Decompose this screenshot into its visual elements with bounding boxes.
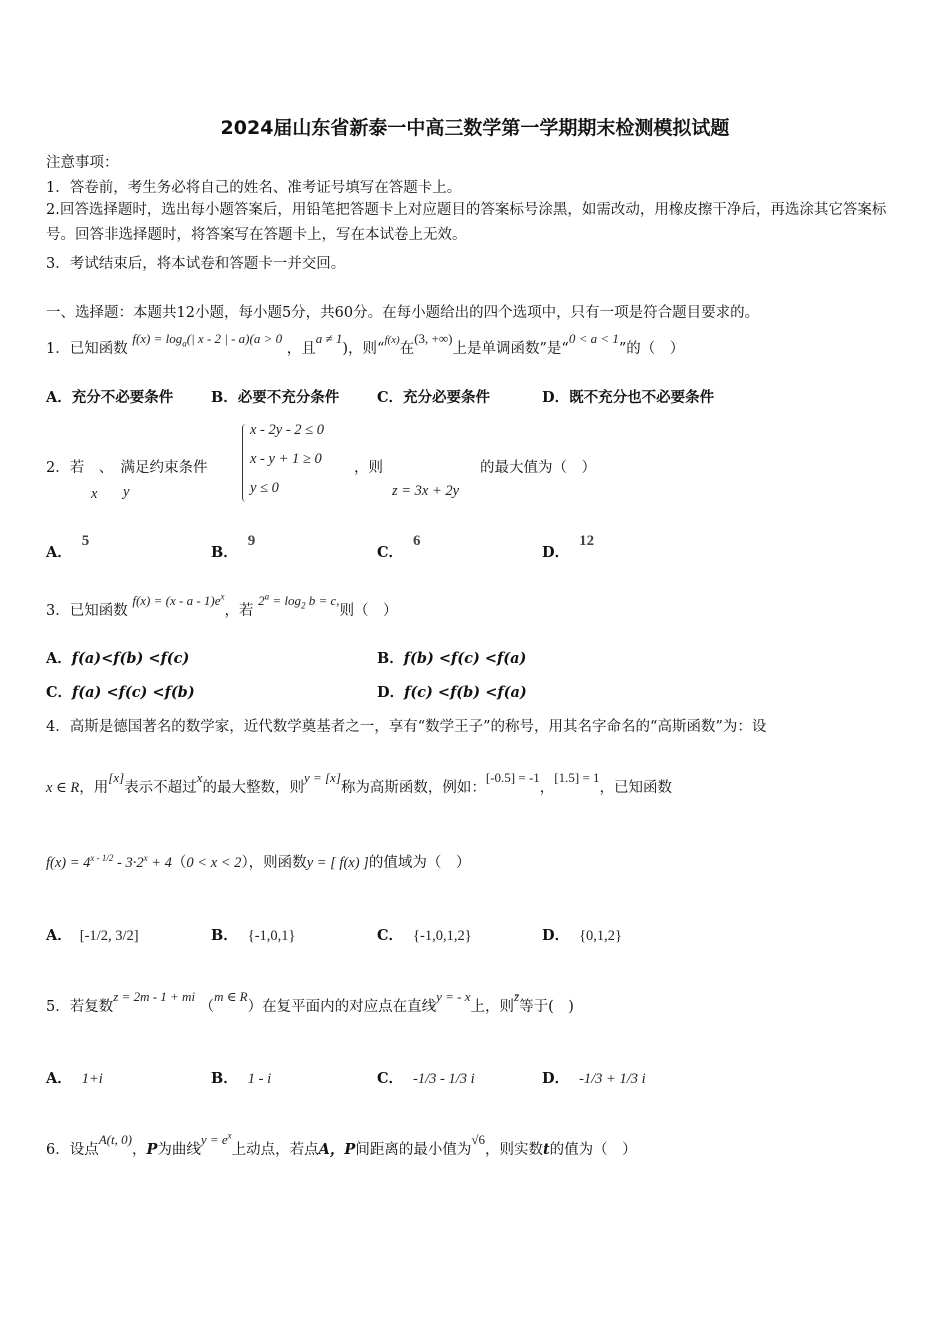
q4-text: 表示不超过 [124, 780, 197, 796]
q6-text: 6．设点 [46, 1142, 99, 1158]
q4-math: y = [x] [303, 770, 341, 785]
q5-complex: z = 2m - 1 + mi [113, 989, 196, 1004]
notice-item-3: 3．考试结束后，将本试卷和答题卡一并交回。 [46, 256, 346, 272]
q2-text: ，则 [354, 460, 383, 476]
q6-text: ， [131, 1142, 147, 1158]
question-6 [46, 1130, 637, 1159]
q4-line-3 [46, 851, 470, 872]
q4-text: 的最大整数，则 [202, 780, 304, 796]
q3-option-d[interactable]: D．f(c) <f(b) <f(a) [377, 684, 527, 701]
q4-text: 的值域为（ ） [368, 855, 471, 871]
q4-option-c[interactable]: C． {-1,0,1,2} [377, 927, 472, 944]
q1-condition: a ≠ 1 [315, 331, 343, 346]
q1-option-a[interactable]: A．充分不必要条件 [46, 389, 174, 406]
q6-point-p: P [146, 1141, 158, 1158]
q2-option-a[interactable]: A．5 [46, 533, 90, 561]
q4-text: 称为高斯函数，例如： [340, 780, 486, 796]
notice-heading: 注意事项： [46, 155, 119, 171]
q5-text: 5．若复数 [46, 999, 114, 1015]
q4-text: ，用 [79, 780, 109, 796]
q6-text: ，则实数 [484, 1142, 543, 1158]
q3-text: ，若 [224, 603, 254, 619]
q1-text: )，则“ [342, 341, 385, 357]
q3-option-a[interactable]: A．f(a)<f(b) <f(c) [46, 650, 190, 667]
q4-example-2: [1.5] = 1 [554, 770, 600, 785]
q6-variable-t: t [542, 1141, 550, 1158]
q6-curve: $y = e^x$ [200, 1130, 232, 1147]
q4-math: [x] [108, 770, 125, 785]
q5-condition: m ∈ R [214, 989, 248, 1004]
q1-option-d[interactable]: D．既不充分也不必要条件 [542, 389, 715, 406]
q5-option-b[interactable]: B． 1 - i [211, 1070, 272, 1087]
q2-brace [242, 424, 249, 502]
q4-example-1: [-0.5] = -1 [485, 770, 540, 785]
q1-function: $f(x) = \log_a(|$ x - 2 | - a)(a > 0 [132, 331, 283, 349]
q1-option-c[interactable]: C．充分必要条件 [377, 389, 491, 406]
q5-option-a[interactable]: A． 1+i [46, 1070, 103, 1087]
q1-text: 1．已知函数 [46, 341, 128, 357]
q4-math: x [196, 770, 203, 785]
q1-option-b[interactable]: B．必要不充分条件 [211, 389, 340, 406]
q6-text: 的值为（ ） [549, 1142, 637, 1158]
notice-item-2: 2.回答选择题时，选出每小题答案后，用铅笔把答题卡上对应题目的答案标号涂黑，如需改动，用橡皮擦干净后，再选涂其它答案标号。回答非选择题时，将答案写在答题卡上，写在本试卷上无效。 [46, 202, 887, 243]
q2-text: 2．若 、 满足约束条件 [46, 460, 208, 476]
q1-range: 0 < a < 1 [568, 331, 619, 346]
q1-interval: (3, +∞) [414, 331, 453, 346]
q2-constraint-1: x - 2y - 2 ≤ 0 [250, 422, 324, 438]
q4-text: ， [539, 780, 555, 796]
q2-option-d[interactable]: D．12 [542, 533, 595, 561]
notice-item-1: 1．答卷前，考生务必将自己的姓名、准考证号填写在答题卡上。 [46, 180, 462, 196]
q2-constraint-3: y ≤ 0 [250, 480, 279, 496]
q4-text: ），则函数 [241, 855, 307, 871]
q5-text: 等于( ) [519, 999, 574, 1015]
q5-line: y = - x [436, 989, 471, 1004]
q2-constraint-2: x - y + 1 ≥ 0 [250, 451, 322, 467]
q4-line-2 [46, 770, 673, 797]
q5-option-d[interactable]: D． -1/3 + 1/3 i [542, 1070, 646, 1087]
question-1 [46, 331, 685, 359]
q4-text: ，已知函数 [599, 780, 673, 796]
q1-text: ，且 [286, 341, 316, 357]
q6-point-a: A(t, 0) [98, 1132, 132, 1147]
q4-option-d[interactable]: D． {0,1,2} [542, 927, 622, 944]
q5-option-c[interactable]: C． -1/3 - 1/3 i [377, 1070, 475, 1087]
q3-option-b[interactable]: B．f(b) <f(c) <f(a) [377, 650, 527, 667]
q6-points: A，P [318, 1141, 356, 1158]
q2-var-x: x [91, 486, 98, 502]
q5-conjugate: z̄ [514, 989, 520, 1004]
q4-domain: 0 < x < 2 [186, 855, 242, 871]
q1-fx: f(x) [384, 334, 400, 346]
q4-gauss-function: y = [ f(x) ] [306, 855, 369, 871]
q2-text: 的最大值为（ ） [480, 460, 596, 476]
q6-min-distance: √6 [471, 1132, 485, 1147]
q2-var-y: y [123, 484, 130, 500]
q5-text: ）在复平面内的对应点在直线 [247, 999, 437, 1015]
q1-text: ”的（ ） [618, 341, 685, 357]
q1-text: 上是单调函数”是“ [452, 341, 569, 357]
question-3 [46, 591, 398, 621]
q5-text: （ [199, 999, 215, 1015]
q2-option-b[interactable]: B．9 [211, 533, 256, 561]
page-title: 2024届山东省新泰一中高三数学第一学期期末检测模拟试题 [220, 117, 730, 139]
q3-text: 3．已知函数 [46, 603, 128, 619]
q2-objective: z = 3x + 2y [392, 483, 460, 499]
q4-math: x ∈ R [46, 780, 80, 796]
q4-line-1: 4．高斯是德国著名的数学家，近代数学奠基者之一，享有“数学王子”的称号，用其名字命名的“高斯函数”为：设 [46, 719, 767, 735]
q4-option-b[interactable]: B． {-1,0,1} [211, 927, 296, 944]
q6-text: 为曲线 [157, 1142, 201, 1158]
q3-text: 则（ ） [339, 603, 398, 619]
q4-function: $f(x) = 4^{x - 1/2} - 3\cdot 2^x + 4$ [46, 853, 172, 871]
question-5 [46, 989, 574, 1016]
q2-option-c[interactable]: C．6 [377, 533, 421, 561]
section-heading: 一、选择题：本题共12小题，每小题5分，共60分。在每小题给出的四个选项中，只有一项是符合题目要求的。 [46, 305, 760, 321]
q6-text: 上动点，若点 [231, 1142, 319, 1158]
q4-text: （ [171, 855, 187, 871]
q1-text: 在 [399, 341, 415, 357]
q3-option-c[interactable]: C．f(a) <f(c) <f(b) [46, 684, 195, 701]
q3-function: $f(x) = (x - a - 1)e^x$ [132, 591, 225, 608]
q3-condition: $2^a = \log_2 b = c$, [258, 591, 340, 611]
q6-text: 间距离的最小值为 [355, 1142, 472, 1158]
q4-option-a[interactable]: A． [-1/2, 3/2] [46, 927, 139, 944]
q5-text: 上，则 [470, 999, 515, 1015]
